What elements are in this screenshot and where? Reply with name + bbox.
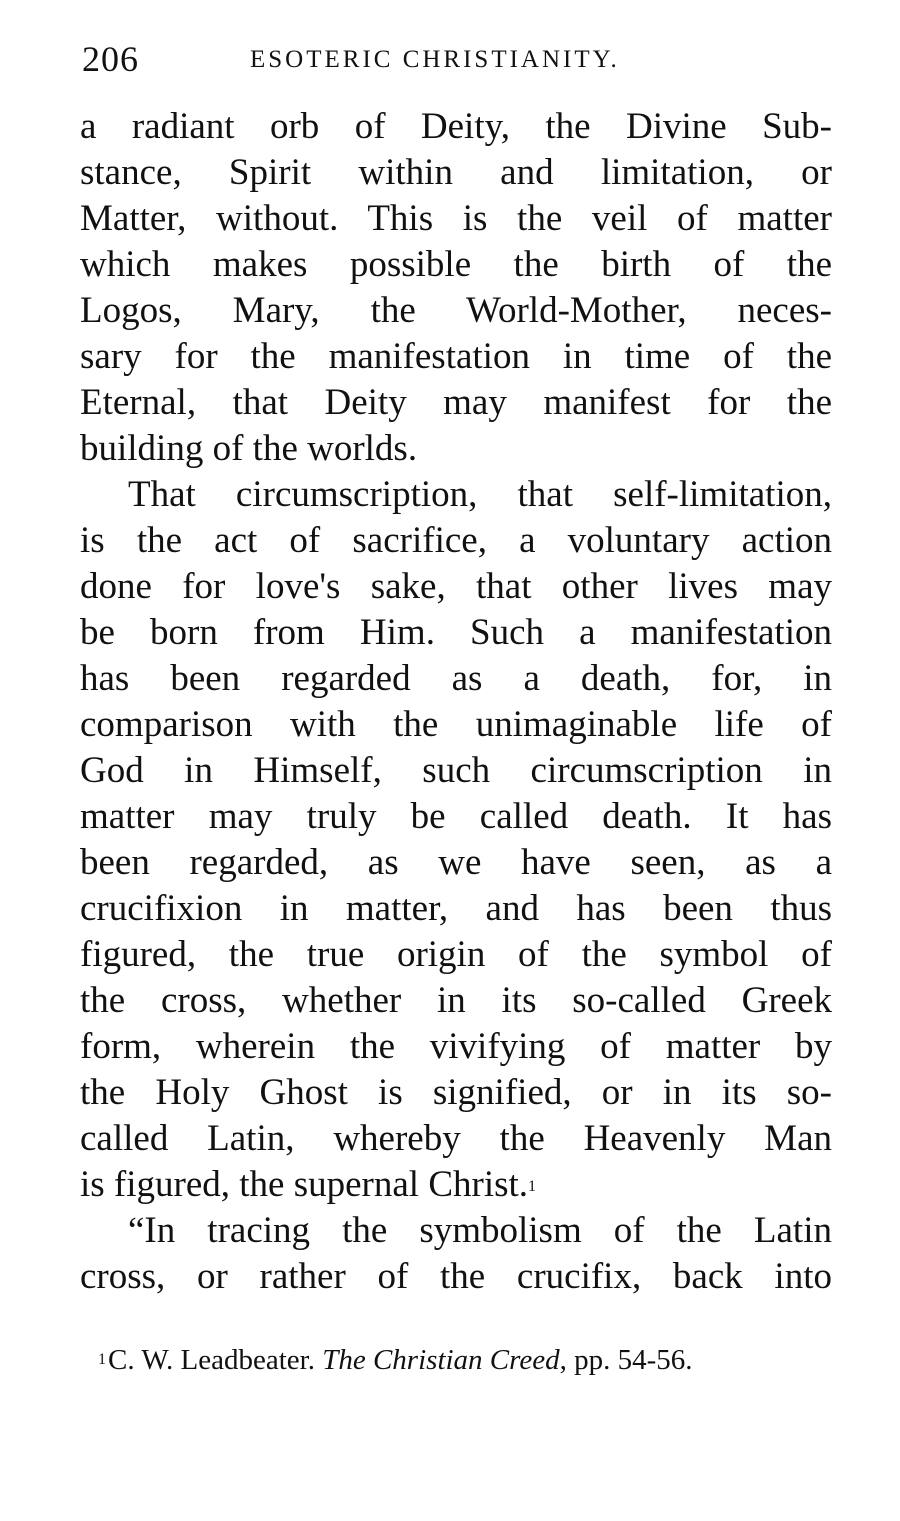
text-line: is the act of sacrifice, a voluntary action bbox=[80, 520, 832, 561]
body-text bbox=[80, 104, 832, 1300]
text-line: Matter, without. This is the veil of matter bbox=[80, 198, 832, 239]
text-line: been regarded, as we have seen, as a bbox=[80, 842, 832, 883]
text-line: the Holy Ghost is signified, or in its so- bbox=[80, 1072, 832, 1113]
text-line: comparison with the unimaginable life of bbox=[80, 704, 832, 745]
text-line: Eternal, that Deity may manifest for the bbox=[80, 382, 832, 423]
text-line: be born from Him. Such a manifestation bbox=[80, 612, 832, 653]
footnote-pages: , pp. 54-56. bbox=[559, 1344, 693, 1376]
text-line: is figured, the supernal Christ. bbox=[80, 1164, 529, 1205]
text-line: building of the worlds. bbox=[80, 428, 418, 469]
text-line: That circumscription, that self-limitation, bbox=[128, 474, 832, 515]
running-title: ESOTERIC CHRISTIANITY. bbox=[250, 46, 620, 73]
text-line: sary for the manifestation in time of the bbox=[80, 336, 832, 377]
text-line: has been regarded as a death, for, in bbox=[80, 658, 832, 699]
text-line-with-footnote bbox=[80, 1162, 832, 1208]
text-line: a radiant orb of Deity, the Divine Sub- bbox=[80, 106, 832, 147]
text-line: Logos, Mary, the World-Mother, neces- bbox=[80, 290, 832, 331]
text-line: the cross, whether in its so-called Greek bbox=[80, 980, 832, 1021]
page-number: 206 bbox=[82, 39, 139, 79]
text-line: form, wherein the vivifying of matter by bbox=[80, 1026, 832, 1067]
text-line: called Latin, whereby the Heavenly Man bbox=[80, 1118, 832, 1159]
text-line: God in Himself, such circumscription in bbox=[80, 750, 832, 791]
footnote-marker: 1 bbox=[98, 1351, 106, 1368]
text-line: which makes possible the birth of the bbox=[80, 244, 832, 285]
text-line: figured, the true origin of the symbol of bbox=[80, 934, 832, 975]
text-line: done for love's sake, that other lives may bbox=[80, 566, 832, 607]
footnote-reference: 1 bbox=[528, 1178, 537, 1195]
footnote-author: C. W. Leadbeater. bbox=[108, 1344, 315, 1376]
footnote-title: The Christian Creed bbox=[322, 1344, 560, 1376]
text-line: matter may truly be called death. It has bbox=[80, 796, 832, 837]
text-line: crucifixion in matter, and has been thus bbox=[80, 888, 832, 929]
page-header bbox=[82, 38, 782, 78]
text-line: cross, or rather of the crucifix, back into bbox=[80, 1256, 832, 1297]
text-line: stance, Spirit within and limitation, or bbox=[80, 152, 832, 193]
text-line: “In tracing the symbolism of the Latin bbox=[128, 1210, 832, 1251]
footnote bbox=[98, 1342, 838, 1378]
